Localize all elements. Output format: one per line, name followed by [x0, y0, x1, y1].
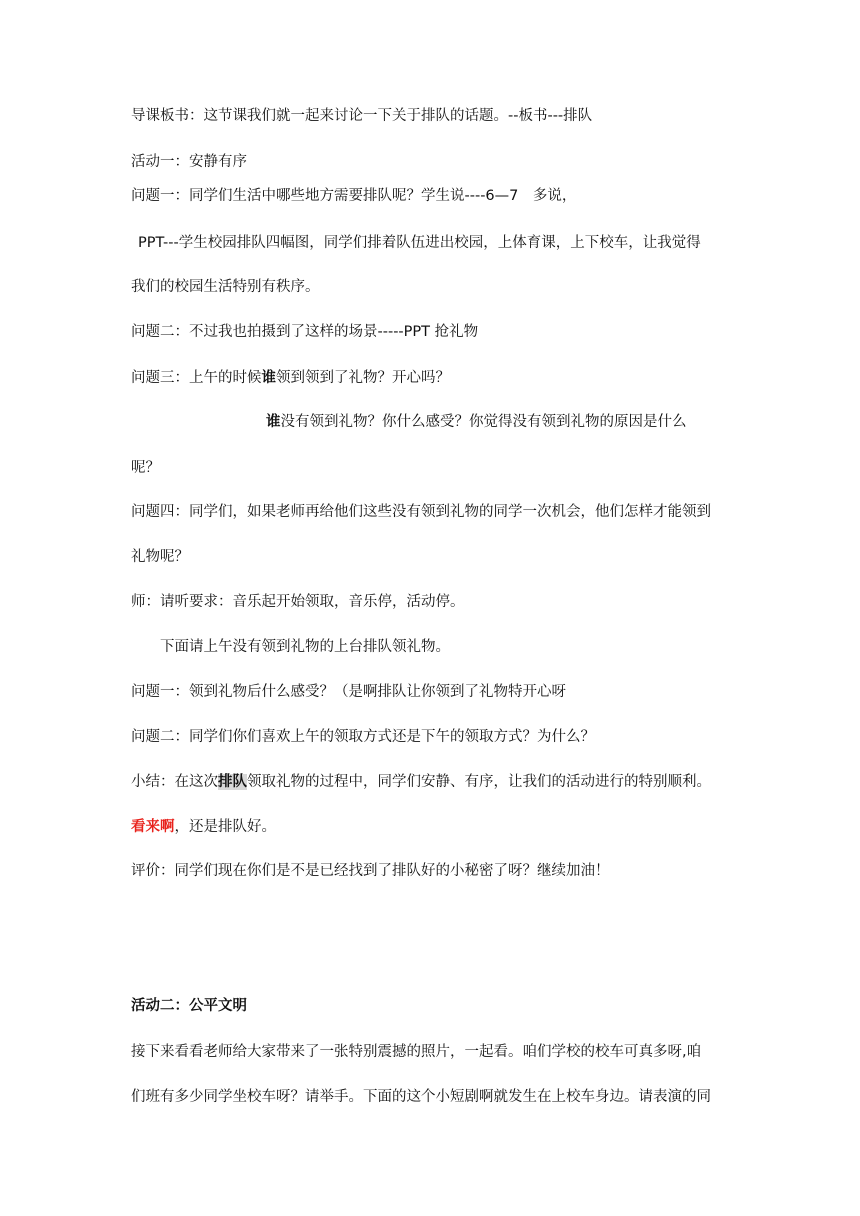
- conclusion: [131, 818, 276, 836]
- question-3b: [266, 413, 687, 431]
- summary: [131, 773, 711, 791]
- ppt-line-b: 我们的校园生活特别有秩序。: [131, 279, 320, 295]
- lead-board-text: 导课板书：这节课我们就一起来讨论一下关于排队的话题。--板书---排队: [131, 108, 593, 124]
- question-1: 问题一：同学们生活中哪些地方需要排队呢？学生说----6—7 多说，: [131, 188, 577, 204]
- question-3b-text: 没有领到礼物？你什么感受？你觉得没有领到礼物的原因是什么: [280, 414, 687, 430]
- question-4-line-a: 问题四：同学们，如果老师再给他们这些没有领到礼物的同学一次机会，他们怎样才能领到: [131, 504, 711, 520]
- question-1b: 问题一：领到礼物后什么感受？（是啊排队让你领到了礼物特开心呀: [131, 684, 566, 700]
- teacher-instruction: 师：请听要求：音乐起开始领取，音乐停，活动停。: [131, 594, 465, 610]
- activity2-line-a: 接下来看看老师给大家带来了一张特别震撼的照片，一起看。咱们学校的校车可真多呀,咱: [131, 1044, 702, 1060]
- ppt-line-a: PPT---学生校园排队四幅图，同学们排着队伍进出校园，上体育课，上下校车，让我觉得: [138, 235, 701, 251]
- activity2-title: 活动二：公平文明: [131, 998, 247, 1014]
- question-2: 问题二：不过我也拍摄到了这样的场景-----PPT 抢礼物: [131, 324, 479, 340]
- summary-highlight: 排队: [218, 774, 247, 790]
- summary-suffix: 领取礼物的过程中，同学们安静、有序，让我们的活动进行的特别顺利。: [247, 774, 711, 790]
- question-3b-cont: 呢？: [131, 460, 160, 476]
- conclusion-rest: ，还是排队好。: [174, 819, 276, 835]
- question-3: [131, 369, 450, 387]
- activity1-title: 活动一：安静有序: [131, 154, 247, 170]
- question-3-prefix: 问题三：上午的时候: [131, 370, 262, 386]
- question-3b-bold: 谁: [266, 414, 281, 430]
- conclusion-emphasis: 看来啊: [131, 819, 175, 835]
- question-3-bold: 谁: [261, 370, 276, 386]
- activity2-line-b: 们班有多少同学坐校车呀？请举手。下面的这个小短剧啊就发生在上校车身边。请表演的同: [131, 1089, 711, 1105]
- below-instruction: 下面请上午没有领到礼物的上台排队领礼物。: [160, 639, 450, 655]
- evaluation: 评价：同学们现在你们是不是已经找到了排队好的小秘密了呀？继续加油！: [131, 863, 610, 879]
- summary-prefix: 小结：在这次: [131, 774, 218, 790]
- question-3-suffix: 领到领到了礼物？开心吗？: [276, 370, 450, 386]
- question-4-line-b: 礼物呢？: [131, 549, 189, 565]
- question-2b: 问题二：同学们你们喜欢上午的领取方式还是下午的领取方式？为什么？: [131, 729, 595, 745]
